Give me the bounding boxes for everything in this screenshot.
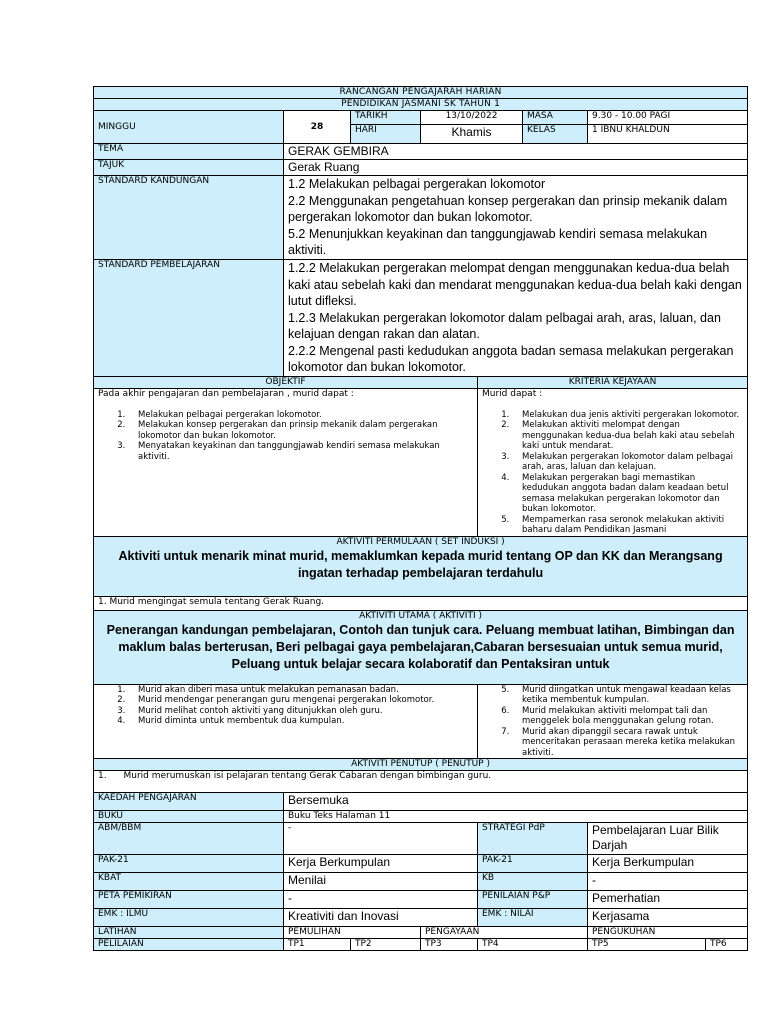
emk-ilmu-value: Kreativiti dan Inovasi — [284, 909, 478, 927]
kaedah-label: KAEDAH PENGAJARAN — [94, 793, 284, 811]
objektif-header: OBJEKTIF — [94, 376, 478, 388]
tp3-cell: TP3 — [421, 939, 478, 951]
sp-item: 1.2.2 Melakukan pergerakan melompat dengan menggunakan kedua-dua belah kaki atau sebelah kaki dan mendarat menggunakan kedua-dua belah kaki dengan lutut difleksi. — [288, 261, 742, 308]
hari-label: HARI — [351, 125, 421, 144]
tp6-cell: TP6 — [706, 939, 748, 951]
utama-item: 4. Murid diminta untuk membentuk dua kumpulan. — [128, 716, 473, 727]
tema-label: TEMA — [94, 144, 284, 160]
lesson-plan-table — [93, 86, 748, 951]
tajuk-label: TAJUK — [94, 160, 284, 176]
utama-right — [478, 684, 748, 759]
kriteria-content — [478, 388, 748, 536]
emk-ilmu-label: EMK : ILMU — [94, 909, 284, 927]
kriteria-item: 5. Mempamerkan rasa seronok melakukan aktiviti baharu dalam Pendidikan Jasmani — [512, 515, 743, 536]
utama-left — [94, 684, 478, 759]
permulaan-item: 1. Murid mengingat semula tentang Gerak Ruang. — [94, 596, 748, 610]
standard-pembelajaran-label: STANDARD PEMBELAJARAN — [94, 260, 284, 377]
emk-nilai-value: Kerjasama — [588, 909, 748, 927]
pak21-value: Kerja Berkumpulan — [284, 855, 478, 873]
document-title: RANCANGAN PENGAJARAH HARIAN — [94, 87, 748, 99]
masa-label: MASA — [523, 111, 588, 125]
abm-label: ABM/BBM — [94, 823, 284, 855]
pengayaan-label: PENGAYAAN — [421, 927, 588, 939]
pak21-label: PAK-21 — [94, 855, 284, 873]
peta-value: - — [284, 891, 478, 909]
kbat-label: KBAT — [94, 873, 284, 891]
tp4-cell: TP4 — [478, 939, 588, 951]
tp2-cell: TP2 — [351, 939, 421, 951]
tp5-cell: TP5 — [588, 939, 706, 951]
utama-banner: Penerangan kandungan pembelajaran, Contoh dan tunjuk cara. Peluang membuat latihan, Bimbingan dan maklum balas berterusan, Beri pelbagai gaya pembelajaran,Cabaran bersesuaian untuk semua murid, Peluang untuk belajar secara kolaboratif dan Pentaksiran untuk — [106, 622, 735, 671]
penutup-item-text: Murid merumuskan isi pelajaran tentang Gerak Cabaran dengan bimbingan guru. — [123, 771, 492, 781]
objektif-item: 1. Melakukan pelbagai pergerakan lokomotor. — [128, 410, 473, 421]
permulaan-header: AKTIVITI PERMULAAN ( SET INDUKSI ) — [336, 536, 505, 547]
permulaan-banner: Aktiviti untuk menarik minat murid, memaklumkan kepada murid tentang OP dan KK dan Merangsang ingatan terhadap pembelajaran terdahulu — [118, 548, 723, 580]
utama-section — [94, 610, 748, 684]
penilaian-value: Pemerhatian — [588, 891, 748, 909]
utama-item: 3. Murid melihat contoh aktiviti yang ditunjukkan oleh guru. — [128, 706, 473, 717]
strategi-label: STRATEGI PdP — [478, 823, 588, 855]
kaedah-value: Bersemuka — [284, 793, 748, 811]
tema-value: GERAK GEMBIRA — [284, 144, 748, 160]
strategi-value: Pembelajaran Luar Bilik Darjah — [588, 823, 748, 855]
kriteria-item: 4. Melakukan pergerakan bagi memastikan kedudukan anggota badan dalam keadaan betul semasa melakukan pergerakan lokomotor dan bukan lokomotor. — [512, 473, 743, 515]
buku-value: Buku Teks Halaman 11 — [284, 811, 748, 823]
standard-kandungan-content — [284, 176, 748, 260]
kb-value: - — [588, 873, 748, 891]
abm-value: - — [284, 823, 478, 855]
pak21b-value: Kerja Berkumpulan — [588, 855, 748, 873]
kb-label: KB — [478, 873, 588, 891]
objektif-content — [94, 388, 478, 536]
pemulihan-label: PEMULIHAN — [284, 927, 421, 939]
pelilaian-label: PELILAIAN — [94, 939, 284, 951]
penilaian-label: PENILAIAN P&P — [478, 891, 588, 909]
emk-nilai-label: EMK : NILAI — [478, 909, 588, 927]
utama-item: 6. Murid melakukan aktiviti melompat tali dan menggelek bola menggunakan gelung rotan. — [512, 706, 743, 727]
masa-value: 9.30 - 10.00 PAGI — [588, 111, 748, 125]
subject-title: PENDIDIKAN JASMANI SK TAHUN 1 — [94, 99, 748, 111]
tarikh-label: TARIKH — [351, 111, 421, 125]
objektif-item: 2. Melakukan konsep pergerakan dan prinsip mekanik dalam pergerakan lokomotor dan bukan lokomotor. — [128, 420, 473, 441]
kriteria-header: KRITERIA KEJAYAAN — [478, 376, 748, 388]
penutup-header: AKTIVITI PENUTUP ( PENUTUP ) — [94, 759, 748, 771]
utama-item: 1. Murid akan diberi masa untuk melakukan pemanasan badan. — [128, 685, 473, 696]
penutup-item-number: 1. — [98, 771, 107, 781]
sk-item: 2.2 Menggunakan pengetahuan konsep pergerakan dan prinsip mekanik dalam pergerakan lokomotor dan bukan lokomotor. — [288, 193, 728, 224]
utama-item: 2. Murid mendengar penerangan guru mengenai pergerakan lokomotor. — [128, 695, 473, 706]
kriteria-item: 2. Melakukan aktiviti melompat dengan menggunakan kedua-dua belah kaki atau sebelah kaki untuk mendarat. — [512, 420, 743, 452]
utama-item: 7. Murid akan dipanggil secara rawak untuk menceritakan perasaan mereka ketika melakukan aktiviti. — [512, 727, 743, 759]
kbat-value: Menilai — [284, 873, 478, 891]
minggu-value: 28 — [284, 111, 351, 144]
pengukuhan-label: PENGUKUHAN — [588, 927, 748, 939]
sk-item: 1.2 Melakukan pelbagai pergerakan lokomotor — [288, 177, 546, 191]
kriteria-intro: Murid dapat : — [482, 388, 543, 399]
penutup-item — [94, 771, 748, 793]
permulaan-section — [94, 536, 748, 596]
kriteria-item: 1. Melakukan dua jenis aktiviti pergerakan lokomotor. — [512, 410, 743, 421]
tarikh-value: 13/10/2022 — [421, 111, 523, 125]
utama-header: AKTIVITI UTAMA ( AKTIVITI ) — [359, 610, 482, 621]
peta-label: PETA PEMIKIRAN — [94, 891, 284, 909]
utama-item: 5. Murid diingatkan untuk mengawal keadaan kelas ketika membentuk kumpulan. — [512, 685, 743, 706]
sk-item: 5.2 Menunjukkan keyakinan dan tanggungjawab kendiri semasa melakukan aktiviti. — [288, 226, 708, 257]
pak21b-label: PAK-21 — [478, 855, 588, 873]
objektif-item: 3. Menyatakan keyakinan dan tanggungjawab kendiri semasa melakukan aktiviti. — [128, 441, 473, 462]
kriteria-item: 3. Melakukan pergerakan lokomotor dalam pelbagai arah, aras, laluan dan kelajuan. — [512, 452, 743, 473]
tajuk-value: Gerak Ruang — [284, 160, 748, 176]
tp1-cell: TP1 — [284, 939, 351, 951]
sp-item: 1.2.3 Melakukan pergerakan lokomotor dalam pelbagai arah, aras, laluan, dan kelajuan dengan rakan dan alatan. — [288, 310, 721, 341]
buku-label: BUKU — [94, 811, 284, 823]
kelas-label: KELAS — [523, 125, 588, 144]
latihan-label: LATIHAN — [94, 927, 284, 939]
standard-kandungan-label: STANDARD KANDUNGAN — [94, 176, 284, 260]
minggu-label: MINGGU — [94, 111, 284, 144]
standard-pembelajaran-content — [284, 260, 748, 377]
hari-value: Khamis — [421, 125, 523, 144]
objektif-intro: Pada akhir pengajaran dan pembelajaran , murid dapat : — [98, 388, 354, 399]
kelas-value: 1 IBNU KHALDUN — [588, 125, 748, 144]
sp-item: 2.2.2 Mengenal pasti kedudukan anggota badan semasa melakukan pergerakan lokomotor dan bukan lokomotor. — [288, 343, 734, 374]
